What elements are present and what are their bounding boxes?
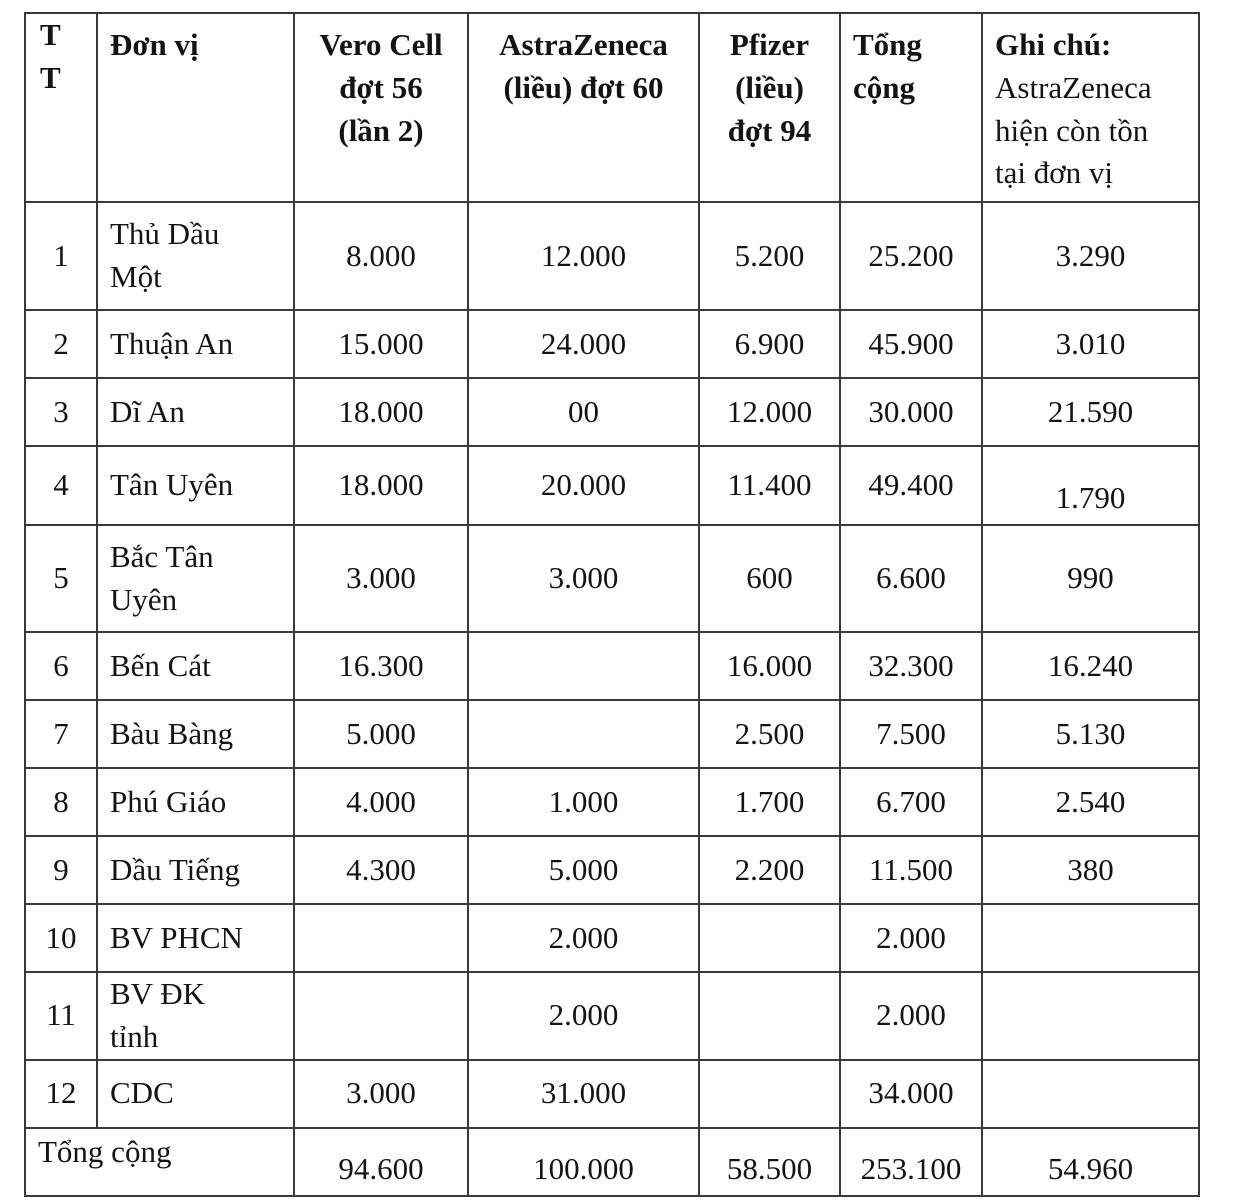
row-total: 11.500 (840, 836, 982, 904)
row-astrazeneca: 12.000 (468, 202, 699, 310)
total-total: 253.100 (840, 1128, 982, 1196)
row-astrazeneca: 1.000 (468, 768, 699, 836)
row-unit-line1: Bàu Bàng (110, 715, 234, 751)
row-vero: 3.000 (294, 525, 468, 632)
header-vero-line2: đợt 56 (339, 69, 423, 105)
row-tt: 5 (25, 525, 97, 632)
row-unit (97, 632, 294, 700)
row-pfizer (699, 972, 840, 1060)
row-unit (97, 1060, 294, 1128)
row-vero: 5.000 (294, 700, 468, 768)
row-unit (97, 904, 294, 972)
row-tt: 1 (25, 202, 97, 310)
table-footer (25, 1128, 1199, 1196)
header-note-line1: AstraZeneca (995, 69, 1152, 105)
row-note: 990 (982, 525, 1199, 632)
vaccine-allocation-table (24, 12, 1200, 1197)
header-pfizer (699, 13, 840, 202)
table-row (25, 632, 1199, 700)
table-row (25, 972, 1199, 1060)
row-note: 16.240 (982, 632, 1199, 700)
row-note: 3.010 (982, 310, 1199, 378)
row-unit-line1: Thủ Dầu (110, 216, 220, 252)
row-tt: 2 (25, 310, 97, 378)
row-tt: 8 (25, 768, 97, 836)
row-unit-line1: BV ĐK (110, 976, 206, 1012)
row-total: 7.500 (840, 700, 982, 768)
total-note: 54.960 (982, 1128, 1199, 1196)
row-tt: 11 (25, 972, 97, 1060)
row-vero: 18.000 (294, 446, 468, 525)
header-az-line1: AstraZeneca (499, 27, 668, 62)
row-unit (97, 525, 294, 632)
row-total: 2.000 (840, 904, 982, 972)
row-unit-line1: Bắc Tân (110, 538, 214, 574)
row-unit-line2: Một (110, 259, 162, 295)
row-note: 380 (982, 836, 1199, 904)
row-tt: 4 (25, 446, 97, 525)
row-astrazeneca (468, 632, 699, 700)
row-unit (97, 972, 294, 1060)
row-unit-line1: Thuận An (110, 325, 234, 361)
row-pfizer: 12.000 (699, 378, 840, 446)
row-unit-line2: Uyên (110, 581, 178, 617)
header-tt-line2: T (40, 59, 61, 95)
row-unit-line1: Bến Cát (110, 647, 211, 683)
table-body (25, 202, 1199, 1128)
header-total-line1: Tổng (853, 27, 922, 62)
header-vero-line3: (lần 2) (338, 112, 424, 148)
header-unit-text: Đơn vị (110, 27, 199, 62)
header-row (25, 13, 1199, 202)
row-total: 25.200 (840, 202, 982, 310)
header-note-line3: tại đơn vị (995, 155, 1113, 191)
header-total-line2: cộng (853, 69, 915, 105)
row-vero: 4.300 (294, 836, 468, 904)
row-unit (97, 446, 294, 525)
header-pfizer-line3: đợt 94 (727, 112, 812, 148)
total-pfizer: 58.500 (699, 1128, 840, 1196)
row-pfizer: 6.900 (699, 310, 840, 378)
total-astrazeneca: 100.000 (468, 1128, 699, 1196)
row-tt: 9 (25, 836, 97, 904)
table-row (25, 836, 1199, 904)
row-vero: 8.000 (294, 202, 468, 310)
row-pfizer: 5.200 (699, 202, 840, 310)
row-vero: 4.000 (294, 768, 468, 836)
row-tt: 7 (25, 700, 97, 768)
row-unit-line1: CDC (110, 1075, 174, 1111)
row-note (982, 972, 1199, 1060)
header-vero-line1: Vero Cell (319, 27, 443, 62)
row-astrazeneca (468, 700, 699, 768)
row-tt: 3 (25, 378, 97, 446)
row-astrazeneca: 2.000 (468, 972, 699, 1060)
row-note (982, 904, 1199, 972)
row-vero: 15.000 (294, 310, 468, 378)
total-label: Tổng cộng (25, 1128, 294, 1196)
row-astrazeneca: 3.000 (468, 525, 699, 632)
header-note (982, 13, 1199, 202)
total-row (25, 1128, 1199, 1196)
table-row (25, 904, 1199, 972)
table-header (25, 13, 1199, 202)
row-total: 30.000 (840, 378, 982, 446)
row-tt: 6 (25, 632, 97, 700)
row-unit (97, 700, 294, 768)
row-total: 6.600 (840, 525, 982, 632)
row-note: 3.290 (982, 202, 1199, 310)
row-total: 2.000 (840, 972, 982, 1060)
table-row (25, 525, 1199, 632)
row-astrazeneca: 2.000 (468, 904, 699, 972)
row-unit (97, 310, 294, 378)
row-astrazeneca: 20.000 (468, 446, 699, 525)
row-astrazeneca: 31.000 (468, 1060, 699, 1128)
row-vero: 16.300 (294, 632, 468, 700)
row-tt: 12 (25, 1060, 97, 1128)
header-vero-cell (294, 13, 468, 202)
row-total: 32.300 (840, 632, 982, 700)
header-tt (25, 13, 97, 202)
table-row (25, 202, 1199, 310)
table-row (25, 310, 1199, 378)
row-pfizer: 11.400 (699, 446, 840, 525)
row-vero: 18.000 (294, 378, 468, 446)
row-pfizer: 16.000 (699, 632, 840, 700)
header-note-line2: hiện còn tồn (995, 112, 1149, 148)
table-row (25, 378, 1199, 446)
header-astrazeneca (468, 13, 699, 202)
row-note: 1.790 (982, 446, 1199, 525)
row-unit (97, 836, 294, 904)
header-pfizer-line1: Pfizer (729, 27, 810, 62)
row-tt: 10 (25, 904, 97, 972)
row-astrazeneca: 5.000 (468, 836, 699, 904)
row-unit-line1: Dầu Tiếng (110, 851, 241, 887)
table-row (25, 700, 1199, 768)
row-vero: 3.000 (294, 1060, 468, 1128)
row-unit-line1: Tân Uyên (110, 467, 234, 503)
row-unit-line1: Dĩ An (110, 393, 185, 429)
total-vero: 94.600 (294, 1128, 468, 1196)
row-pfizer: 2.200 (699, 836, 840, 904)
header-pfizer-line2: (liều) (735, 69, 804, 105)
row-note: 2.540 (982, 768, 1199, 836)
row-astrazeneca: 24.000 (468, 310, 699, 378)
row-total: 49.400 (840, 446, 982, 525)
row-vero (294, 972, 468, 1060)
row-total: 34.000 (840, 1060, 982, 1128)
header-unit (97, 13, 294, 202)
row-unit-line1: BV PHCN (110, 919, 243, 955)
row-pfizer (699, 1060, 840, 1128)
row-astrazeneca: 00 (468, 378, 699, 446)
header-total (840, 13, 982, 202)
row-pfizer (699, 904, 840, 972)
header-tt-line1: T (40, 17, 61, 52)
row-unit (97, 378, 294, 446)
row-note (982, 1060, 1199, 1128)
row-pfizer: 2.500 (699, 700, 840, 768)
row-total: 45.900 (840, 310, 982, 378)
row-pfizer: 600 (699, 525, 840, 632)
row-unit (97, 768, 294, 836)
header-note-title: Ghi chú: (995, 27, 1112, 62)
table-row (25, 446, 1199, 525)
row-vero (294, 904, 468, 972)
row-note: 21.590 (982, 378, 1199, 446)
row-total: 6.700 (840, 768, 982, 836)
table-row (25, 1060, 1199, 1128)
header-az-line2: (liều) đợt 60 (503, 69, 664, 105)
row-note: 5.130 (982, 700, 1199, 768)
row-unit-line1: Phú Giáo (110, 783, 227, 819)
row-unit-line2: tỉnh (110, 1018, 159, 1054)
table-row (25, 768, 1199, 836)
row-pfizer: 1.700 (699, 768, 840, 836)
row-unit (97, 202, 294, 310)
